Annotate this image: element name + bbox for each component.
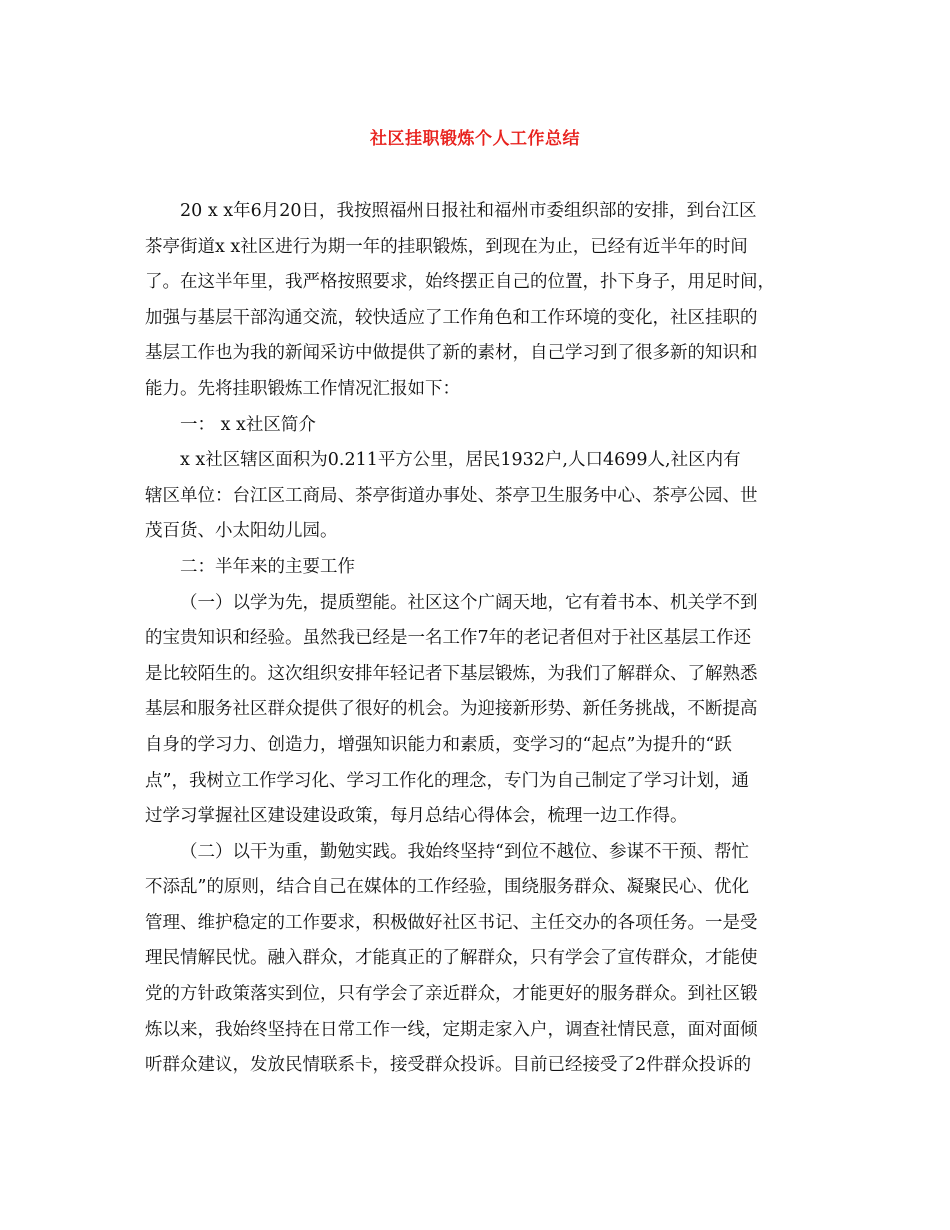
body-text-line: （二）以干为重，勤勉实践。我始终坚持“到位不越位、参谋不干预、帮忙	[180, 841, 749, 862]
document-title: 社区挂职锻炼个人工作总结	[370, 129, 580, 149]
body-text-line: 过学习掌握社区建设建设政策，每月总结心得体会，梳理一边工作得。	[145, 806, 688, 827]
body-text-line: 理民情解民忧。融入群众，才能真正的了解群众，只有学会了宣传群众，才能使	[145, 948, 758, 969]
body-text-line: 能力。先将挂职锻炼工作情况汇报如下：	[145, 378, 460, 399]
body-text-line: 一： x x社区简介	[180, 414, 316, 435]
body-text-line: 党的方针政策落实到位，只有学会了亲近群众，才能更好的服务群众。到社区锻	[145, 984, 758, 1005]
body-text-line: 辖区单位：台江区工商局、茶亭街道办事处、茶亭卫生服务中心、茶亭公园、世	[145, 485, 758, 506]
body-text-line: （一）以学为先，提质塑能。社区这个广阔天地，它有着书本、机关学不到	[180, 592, 758, 613]
body-text-line: 加强与基层干部沟通交流，较快适应了工作角色和工作环境的变化，社区挂职的	[145, 307, 758, 328]
document-body	[145, 194, 805, 1084]
body-text-line: x x社区辖区面积为0.211平方公里，居民1932户,人口4699人,社区内有	[180, 450, 741, 471]
body-text-line: 基层和服务社区群众提供了很好的机会。为迎接新形势、新任务挑战，不断提高	[145, 699, 758, 720]
body-text-line: 茶亭街道x x社区进行为期一年的挂职锻炼，到现在为止，已经有近半年的时间	[145, 236, 748, 257]
body-text-line: 炼以来，我始终坚持在日常工作一线，定期走家入户，调查社情民意，面对面倾	[145, 1019, 758, 1040]
body-text-line: 20 x x年6月20日，我按照福州日报社和福州市委组织部的安排，到台江区	[180, 201, 757, 221]
body-text-line: 基层工作也为我的新闻采访中做提供了新的素材，自己学习到了很多新的知识和	[145, 343, 758, 364]
body-text-line: 不添乱”的原则，结合自己在媒体的工作经验，围绕服务群众、凝聚民心、优化	[145, 877, 749, 898]
body-text-line: 了。在这半年里，我严格按照要求，始终摆正自己的位置，扑下身子，用足时间，	[145, 272, 775, 293]
body-text-line: 是比较陌生的。这次组织安排年轻记者下基层锻炼，为我们了解群众、了解熟悉	[145, 663, 758, 684]
body-text-line: 的宝贵知识和经验。虽然我已经是一名工作7年的老记者但对于社区基层工作还	[145, 628, 752, 649]
body-text-line: 管理、维护稳定的工作要求，积极做好社区书记、主任交办的各项任务。一是受	[145, 912, 758, 933]
body-text-line: 听群众建议，发放民情联系卡，接受群众投诉。目前已经接受了2件群众投诉的	[145, 1055, 752, 1076]
body-text-line: 自身的学习力、创造力，增强知识能力和素质，变学习的“起点”为提升的“跃	[145, 734, 732, 755]
body-text-line: 茂百货、小太阳幼儿园。	[145, 521, 338, 542]
body-text-line: 二：半年来的主要工作	[180, 556, 355, 577]
body-text-line: 点”，我树立工作学习化、学习工作化的理念，专门为自己制定了学习计划，通	[145, 770, 749, 791]
